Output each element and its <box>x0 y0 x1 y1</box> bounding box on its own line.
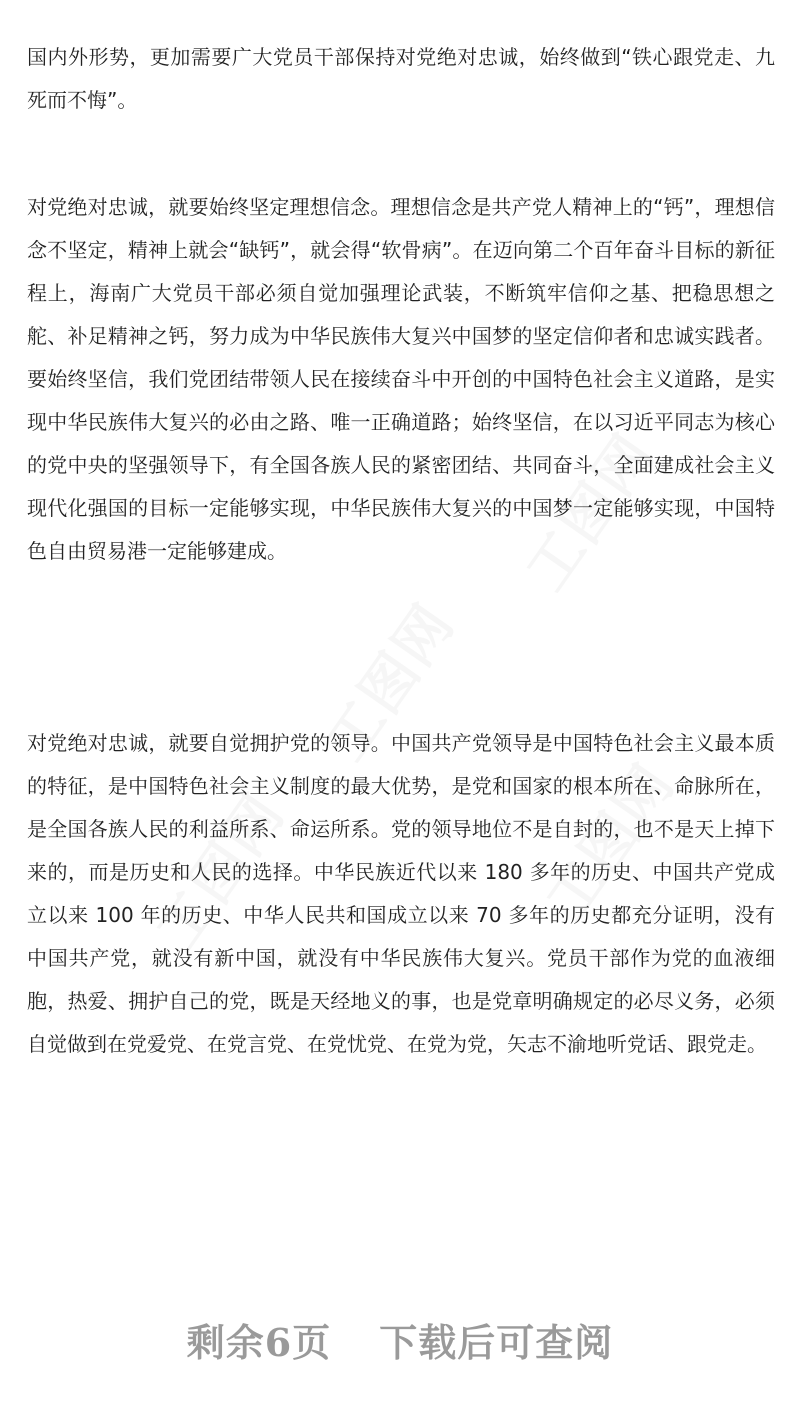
paragraph: 对党绝对忠诚，就要自觉拥护党的领导。中国共产党领导是中国特色社会主义最本质的特征，是中国特色社会主义制度的最大优势，是党和国家的根本所在、命脉所在，是全国各族人民的利益所系、命运所系。党的领导地位不是自封的，也不是天上掉下来的，而是历史和人民的选择。中华民族近代以来 180 多年的历史、中国共产党成立以来 100 年的历史、中华人民共和国成立以来 70 多年的历史都充分证明，没有中国共产党，就没有新中国，就没有中华民族伟大复兴。党员干部作为党的血液细胞，热爱、拥护自己的党，既是天经地义的事，也是党章明确规定的必尽义务，必须自觉做到在党爱党、在党言党、在党忧党、在党为党，矢志不渝地听党话、跟党走。 <box>27 731 775 1056</box>
download-prompt[interactable] <box>0 1312 800 1367</box>
watermark: 工图网 <box>144 782 298 963</box>
watermark: 工图网 <box>314 592 468 773</box>
paragraph: 国内外形势，更加需要广大党员干部保持对党绝对忠诚，始终做到“铁心跟党走、九死而不悔”。 <box>27 45 775 112</box>
paragraph: 对党绝对忠诚，就要始终坚定理想信念。理想信念是共产党人精神上的“钙”，理想信念不坚定，精神上就会“缺钙”，就会得“软骨病”。在迈向第二个百年奋斗目标的新征程上，海南广大党员干部必须自觉加强理论武装，不断筑牢信仰之基、把稳思想之舵、补足精神之钙，努力成为中华民族伟大复兴中国梦的坚定信仰者和忠诚实践者。要始终坚信，我们党团结带领人民在接续奋斗中开创的中国特色社会主义道路，是实现中华民族伟大复兴的必由之路、唯一正确道路；始终坚信，在以习近平同志为核心的党中央的坚强领导下，有全国各族人民的紧密团结、共同奋斗，全面建成社会主义现代化强国的目标一定能够实现，中华民族伟大复兴的中国梦一定能够实现，中国特色自由贸易港一定能够建成。 <box>27 195 775 563</box>
remaining-pages-label: 剩余6页 <box>186 1320 332 1365</box>
watermark: 工图网 <box>534 752 688 933</box>
download-to-view-label: 下载后可查阅 <box>379 1320 614 1365</box>
watermark: 工图网 <box>514 422 668 603</box>
